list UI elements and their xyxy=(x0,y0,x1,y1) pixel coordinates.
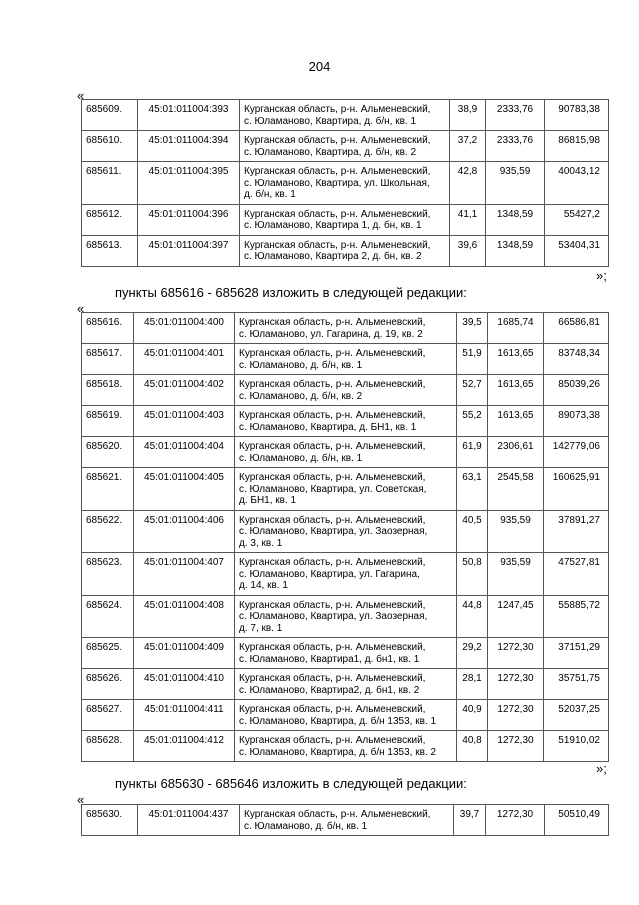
address-line: с. Юламаново, д. б/н, кв. 1 xyxy=(244,820,368,832)
item-number-cell: 685610. xyxy=(82,131,138,162)
total-value-cell: 40043,12 xyxy=(545,162,609,205)
page-number: 204 xyxy=(308,59,331,74)
item-number-cell: 685627. xyxy=(82,700,134,731)
address-cell xyxy=(235,313,457,344)
price-per-sqm-cell: 1348,59 xyxy=(486,235,545,266)
area-cell: 39,7 xyxy=(454,805,486,836)
address-line: Курганская область, р-н. Альменевский, xyxy=(244,166,431,177)
table-row xyxy=(82,344,609,375)
cadastral-number-cell: 45:01:011004:400 xyxy=(134,313,235,344)
address-cell xyxy=(235,731,457,762)
total-value-cell: 160625,91 xyxy=(544,468,609,511)
price-per-sqm-cell: 2545,58 xyxy=(488,468,544,511)
address-line: Курганская область, р-н. Альменевский, xyxy=(239,704,426,715)
address-line: с. Юламаново, Квартира, ул. Заозерная, xyxy=(239,611,428,622)
address-line: с. Юламаново, Квартира 1, д. бн, кв. 1 xyxy=(244,220,422,231)
address-line: д. б/н, кв. 1 xyxy=(244,189,296,200)
total-value-cell: 90783,38 xyxy=(545,100,609,131)
address-line: Курганская область, р-н. Альменевский, xyxy=(239,599,426,611)
item-number-cell: 685620. xyxy=(82,437,134,468)
table-row xyxy=(82,731,609,762)
area-cell: 39,6 xyxy=(450,235,486,266)
table-row xyxy=(82,235,609,266)
area-cell: 40,9 xyxy=(457,700,488,731)
price-per-sqm-cell: 935,59 xyxy=(488,553,544,596)
cadastral-number-cell: 45:01:011004:395 xyxy=(138,162,240,205)
address-line: с. Юламаново, Квартира, д. б/н 1353, кв. 1 xyxy=(239,715,437,727)
address-line: Курганская область, р-н. Альменевский, xyxy=(239,379,426,390)
address-cell xyxy=(235,375,457,406)
total-value-cell: 55885,72 xyxy=(544,595,609,638)
price-per-sqm-cell: 1348,59 xyxy=(486,204,545,235)
area-cell: 42,8 xyxy=(450,162,486,205)
cadastral-number-cell: 45:01:011004:403 xyxy=(134,406,235,437)
cadastral-number-cell: 45:01:011004:406 xyxy=(134,510,235,553)
item-number-cell: 685618. xyxy=(82,375,134,406)
address-line: с. Юламаново, Квартира, ул. Советская, xyxy=(239,483,427,495)
price-per-sqm-cell: 2333,76 xyxy=(486,131,545,162)
address-cell xyxy=(235,669,457,700)
address-line: Курганская область, р-н. Альменевский, xyxy=(239,410,426,421)
address-line: Курганская область, р-н. Альменевский, xyxy=(239,348,426,359)
close-quote: »; xyxy=(596,268,607,283)
total-value-cell: 47527,81 xyxy=(544,553,609,596)
cadastral-number-cell: 45:01:011004:405 xyxy=(134,468,235,511)
address-cell xyxy=(235,468,457,511)
address-line: Курганская область, р-н. Альменевский, xyxy=(239,557,426,568)
item-number-cell: 685619. xyxy=(82,406,134,437)
address-line: Курганская область, р-н. Альменевский, xyxy=(244,809,431,820)
area-cell: 40,8 xyxy=(457,731,488,762)
close-quote: »; xyxy=(596,761,607,776)
address-line: с. Юламаново, Квартира, ул. Гагарина, xyxy=(239,568,420,580)
item-number-cell: 685630. xyxy=(82,805,138,836)
price-per-sqm-cell: 1613,65 xyxy=(488,344,544,375)
cadastral-number-cell: 45:01:011004:409 xyxy=(134,638,235,669)
address-cell xyxy=(240,131,450,162)
area-cell: 38,9 xyxy=(450,100,486,131)
area-cell: 52,7 xyxy=(457,375,488,406)
address-line: Курганская область, р-н. Альменевский, xyxy=(239,472,426,483)
address-line: Курганская область, р-н. Альменевский, xyxy=(239,514,426,526)
address-cell xyxy=(235,700,457,731)
cadastral-number-cell: 45:01:011004:437 xyxy=(138,805,240,836)
address-cell xyxy=(235,510,457,553)
table-row xyxy=(82,700,609,731)
address-line: Курганская область, р-н. Альменевский, xyxy=(239,735,426,746)
address-line: с. Юламаново, д. б/н, кв. 2 xyxy=(239,390,363,402)
address-cell xyxy=(235,406,457,437)
price-per-sqm-cell: 935,59 xyxy=(488,510,544,553)
price-per-sqm-cell: 1272,30 xyxy=(488,669,544,700)
cadastral-number-cell: 45:01:011004:396 xyxy=(138,204,240,235)
table-row xyxy=(82,553,609,596)
registry-table xyxy=(81,312,609,762)
table-row xyxy=(82,313,609,344)
table-row xyxy=(82,510,609,553)
address-line: с. Юламаново, ул. Гагарина, д. 19, кв. 2 xyxy=(239,328,423,340)
address-line: Курганская область, р-н. Альменевский, xyxy=(239,317,426,328)
total-value-cell: 142779,06 xyxy=(544,437,609,468)
total-value-cell: 55427,2 xyxy=(545,204,609,235)
address-line: Курганская область, р-н. Альменевский, xyxy=(244,135,431,146)
item-number-cell: 685621. xyxy=(82,468,134,511)
item-number-cell: 685626. xyxy=(82,669,134,700)
address-cell xyxy=(240,235,450,266)
address-line: д. 7, кв. 1 xyxy=(239,622,283,634)
table-row xyxy=(82,468,609,511)
address-line: Курганская область, р-н. Альменевский, xyxy=(244,239,431,251)
item-number-cell: 685628. xyxy=(82,731,134,762)
table-row xyxy=(82,595,609,638)
price-per-sqm-cell: 1272,30 xyxy=(488,731,544,762)
cadastral-number-cell: 45:01:011004:402 xyxy=(134,375,235,406)
address-line: с. Юламаново, Квартира, д. б/н 1353, кв. 2 xyxy=(239,746,437,758)
address-cell xyxy=(240,100,450,131)
address-line: д. 3, кв. 1 xyxy=(239,537,283,549)
address-line: д. БН1, кв. 1 xyxy=(239,495,297,506)
cadastral-number-cell: 45:01:011004:397 xyxy=(138,235,240,266)
address-line: с. Юламаново, Квартира 2, д. бн, кв. 2 xyxy=(244,251,422,262)
address-cell xyxy=(235,437,457,468)
table-row xyxy=(82,437,609,468)
price-per-sqm-cell: 1272,30 xyxy=(488,638,544,669)
total-value-cell: 37151,29 xyxy=(544,638,609,669)
table-row xyxy=(82,805,609,836)
total-value-cell: 52037,25 xyxy=(544,700,609,731)
item-number-cell: 685612. xyxy=(82,204,138,235)
address-cell xyxy=(235,595,457,638)
cadastral-number-cell: 45:01:011004:394 xyxy=(138,131,240,162)
address-line: с. Юламаново, д. б/н, кв. 1 xyxy=(239,359,363,371)
total-value-cell: 86815,98 xyxy=(545,131,609,162)
area-cell: 44,8 xyxy=(457,595,488,638)
address-line: Курганская область, р-н. Альменевский, xyxy=(239,642,426,653)
total-value-cell: 83748,34 xyxy=(544,344,609,375)
item-number-cell: 685617. xyxy=(82,344,134,375)
price-per-sqm-cell: 935,59 xyxy=(486,162,545,205)
table-row xyxy=(82,204,609,235)
table-row xyxy=(82,375,609,406)
item-number-cell: 685625. xyxy=(82,638,134,669)
cadastral-number-cell: 45:01:011004:401 xyxy=(134,344,235,375)
table-row xyxy=(82,162,609,205)
cadastral-number-cell: 45:01:011004:408 xyxy=(134,595,235,638)
cadastral-number-cell: 45:01:011004:407 xyxy=(134,553,235,596)
address-cell xyxy=(240,162,450,205)
open-quote: « xyxy=(77,88,85,103)
address-line: Курганская область, р-н. Альменевский, xyxy=(244,104,431,115)
area-cell: 51,9 xyxy=(457,344,488,375)
registry-table xyxy=(81,99,609,267)
address-line: Курганская область, р-н. Альменевский, xyxy=(239,441,426,452)
total-value-cell: 89073,38 xyxy=(544,406,609,437)
item-number-cell: 685616. xyxy=(82,313,134,344)
table-row xyxy=(82,638,609,669)
section-heading: пункты 685616 - 685628 изложить в следующей редакции: xyxy=(115,285,467,300)
area-cell: 41,1 xyxy=(450,204,486,235)
area-cell: 63,1 xyxy=(457,468,488,511)
total-value-cell: 50510,49 xyxy=(545,805,609,836)
cadastral-number-cell: 45:01:011004:410 xyxy=(134,669,235,700)
item-number-cell: 685624. xyxy=(82,595,134,638)
area-cell: 40,5 xyxy=(457,510,488,553)
address-cell xyxy=(235,553,457,596)
price-per-sqm-cell: 1685,74 xyxy=(488,313,544,344)
price-per-sqm-cell: 1613,65 xyxy=(488,406,544,437)
address-line: с. Юламаново, Квартира, ул. Школьная, xyxy=(244,177,430,189)
cadastral-number-cell: 45:01:011004:411 xyxy=(134,700,235,731)
item-number-cell: 685609. xyxy=(82,100,138,131)
cadastral-number-cell: 45:01:011004:393 xyxy=(138,100,240,131)
address-line: с. Юламаново, Квартира, д. БН1, кв. 1 xyxy=(239,421,417,433)
price-per-sqm-cell: 1613,65 xyxy=(488,375,544,406)
table-row xyxy=(82,406,609,437)
price-per-sqm-cell: 1272,30 xyxy=(488,700,544,731)
total-value-cell: 53404,31 xyxy=(545,235,609,266)
cadastral-number-cell: 45:01:011004:412 xyxy=(134,731,235,762)
area-cell: 50,8 xyxy=(457,553,488,596)
price-per-sqm-cell: 2333,76 xyxy=(486,100,545,131)
area-cell: 37,2 xyxy=(450,131,486,162)
area-cell: 39,5 xyxy=(457,313,488,344)
total-value-cell: 37891,27 xyxy=(544,510,609,553)
table-row xyxy=(82,131,609,162)
address-cell xyxy=(235,638,457,669)
area-cell: 28,1 xyxy=(457,669,488,700)
item-number-cell: 685623. xyxy=(82,553,134,596)
item-number-cell: 685622. xyxy=(82,510,134,553)
table-row xyxy=(82,669,609,700)
total-value-cell: 66586,81 xyxy=(544,313,609,344)
address-line: с. Юламаново, Квартира, ул. Заозерная, xyxy=(239,526,428,537)
area-cell: 29,2 xyxy=(457,638,488,669)
section-heading: пункты 685630 - 685646 изложить в следующей редакции: xyxy=(115,776,467,791)
total-value-cell: 51910,02 xyxy=(544,731,609,762)
address-cell xyxy=(240,805,454,836)
address-line: с. Юламаново, Квартира, д. б/н, кв. 1 xyxy=(244,115,417,127)
address-cell xyxy=(240,204,450,235)
area-cell: 61,9 xyxy=(457,437,488,468)
price-per-sqm-cell: 2306,61 xyxy=(488,437,544,468)
open-quote: « xyxy=(77,792,85,807)
total-value-cell: 85039,26 xyxy=(544,375,609,406)
open-quote: « xyxy=(77,301,85,316)
registry-table xyxy=(81,804,609,836)
address-cell xyxy=(235,344,457,375)
area-cell: 55,2 xyxy=(457,406,488,437)
address-line: д. 14, кв. 1 xyxy=(239,580,288,591)
address-line: Курганская область, р-н. Альменевский, xyxy=(244,208,431,220)
address-line: с. Юламаново, Квартира2, д. бн1, кв. 2 xyxy=(239,684,420,696)
price-per-sqm-cell: 1247,45 xyxy=(488,595,544,638)
address-line: с. Юламаново, Квартира, д. б/н, кв. 2 xyxy=(244,146,417,158)
cadastral-number-cell: 45:01:011004:404 xyxy=(134,437,235,468)
address-line: с. Юламаново, д. б/н, кв. 1 xyxy=(239,452,363,464)
total-value-cell: 35751,75 xyxy=(544,669,609,700)
item-number-cell: 685611. xyxy=(82,162,138,205)
item-number-cell: 685613. xyxy=(82,235,138,266)
address-line: Курганская область, р-н. Альменевский, xyxy=(239,673,426,684)
table-row xyxy=(82,100,609,131)
price-per-sqm-cell: 1272,30 xyxy=(486,805,545,836)
address-line: с. Юламаново, Квартира1, д. бн1, кв. 1 xyxy=(239,653,420,665)
